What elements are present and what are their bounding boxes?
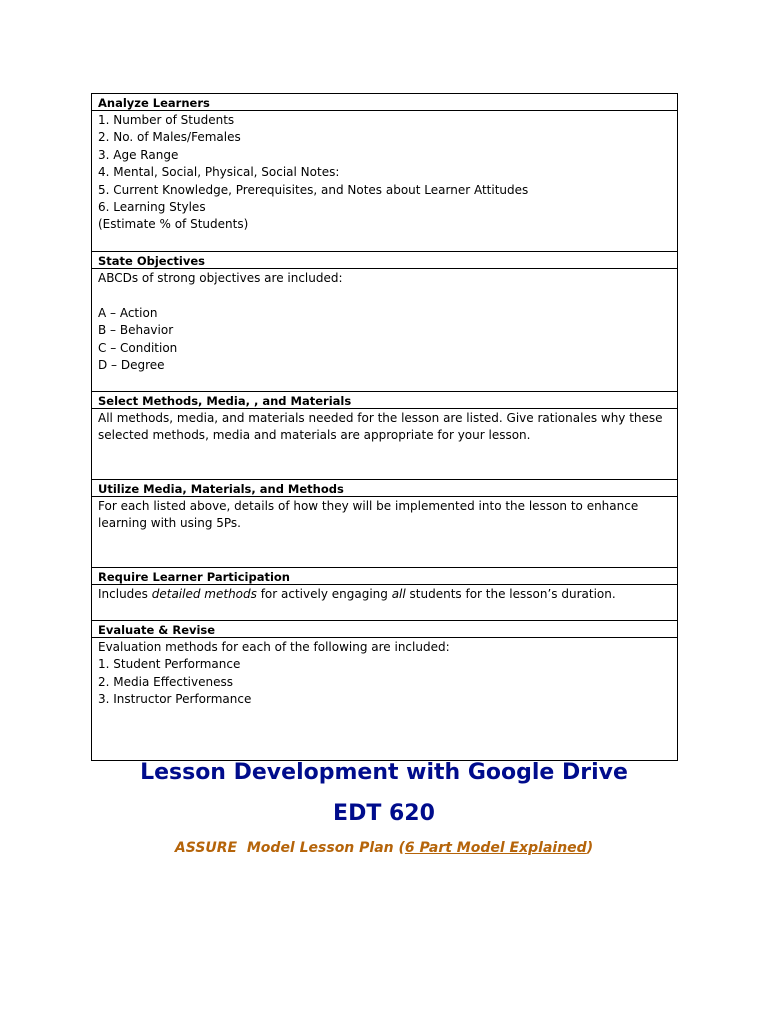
course-code: EDT 620 [333,801,435,826]
text-run: students for the lesson’s duration. [405,587,616,601]
list-item: C – Condition [98,340,178,355]
section-body-evaluate-revise [92,638,677,760]
section-body-require-participation [92,585,677,621]
blank-line [98,287,671,304]
list-item: 1. Student Performance [98,657,241,672]
section-heading-utilize-media: Utilize Media, Materials, and Methods [92,480,677,497]
list-item: 1. Number of Students [98,113,235,127]
page-title: Lesson Development with Google Drive [140,760,628,785]
list-item: D – Degree [98,358,165,373]
list-item: ABCDs of strong objectives are included: [98,271,343,285]
list-item: (Estimate % of Students) [98,217,249,232]
subtitle-close: ) [586,840,594,856]
emphasis-text: detailed methods [151,587,257,601]
model-explained-link[interactable]: 6 Part Model Explained [404,840,587,856]
section-body-analyze-learners [92,111,677,252]
section-heading-evaluate-revise: Evaluate & Revise [92,621,677,638]
list-item: Evaluation methods for each of the following are included: [98,640,450,654]
emphasis-text: all [391,587,406,601]
list-item: 6. Learning Styles [98,200,206,215]
list-item: 3. Instructor Performance [98,692,252,707]
text-run: for actively engaging [256,587,392,601]
lesson-plan-table [91,93,678,761]
section-heading-state-objectives: State Objectives [92,252,677,269]
section-body-state-objectives [92,269,677,392]
list-item: B – Behavior [98,323,174,338]
list-item: 5. Current Knowledge, Prerequisites, and Notes about Learner Attitudes [98,182,529,197]
body-paragraph: For each listed above, details of how they will be implemented into the lesson to enhance learning with using 5Ps. [98,499,639,531]
list-item: 2. Media Effectiveness [98,674,233,689]
list-item: 3. Age Range [98,147,179,162]
list-item: A – Action [98,305,158,320]
subtitle-text: ASSURE Model Lesson Plan ( [174,840,405,856]
text-run: Includes [98,587,152,601]
section-heading-select-methods: Select Methods, Media, , and Materials [92,392,677,409]
section-heading-require-participation: Require Learner Participation [92,568,677,585]
section-heading-analyze-learners: Analyze Learners [92,94,677,111]
body-paragraph: All methods, media, and materials needed for the lesson are listed. Give rationales why these selected methods, media and materials are appropriate for your lesson. [98,411,663,443]
section-body-utilize-media [92,497,677,568]
page-subtitle [0,840,768,856]
list-item: 2. No. of Males/Females [98,130,241,145]
list-item: 4. Mental, Social, Physical, Social Notes: [98,165,340,180]
section-body-select-methods [92,409,677,480]
body-paragraph [98,586,671,603]
